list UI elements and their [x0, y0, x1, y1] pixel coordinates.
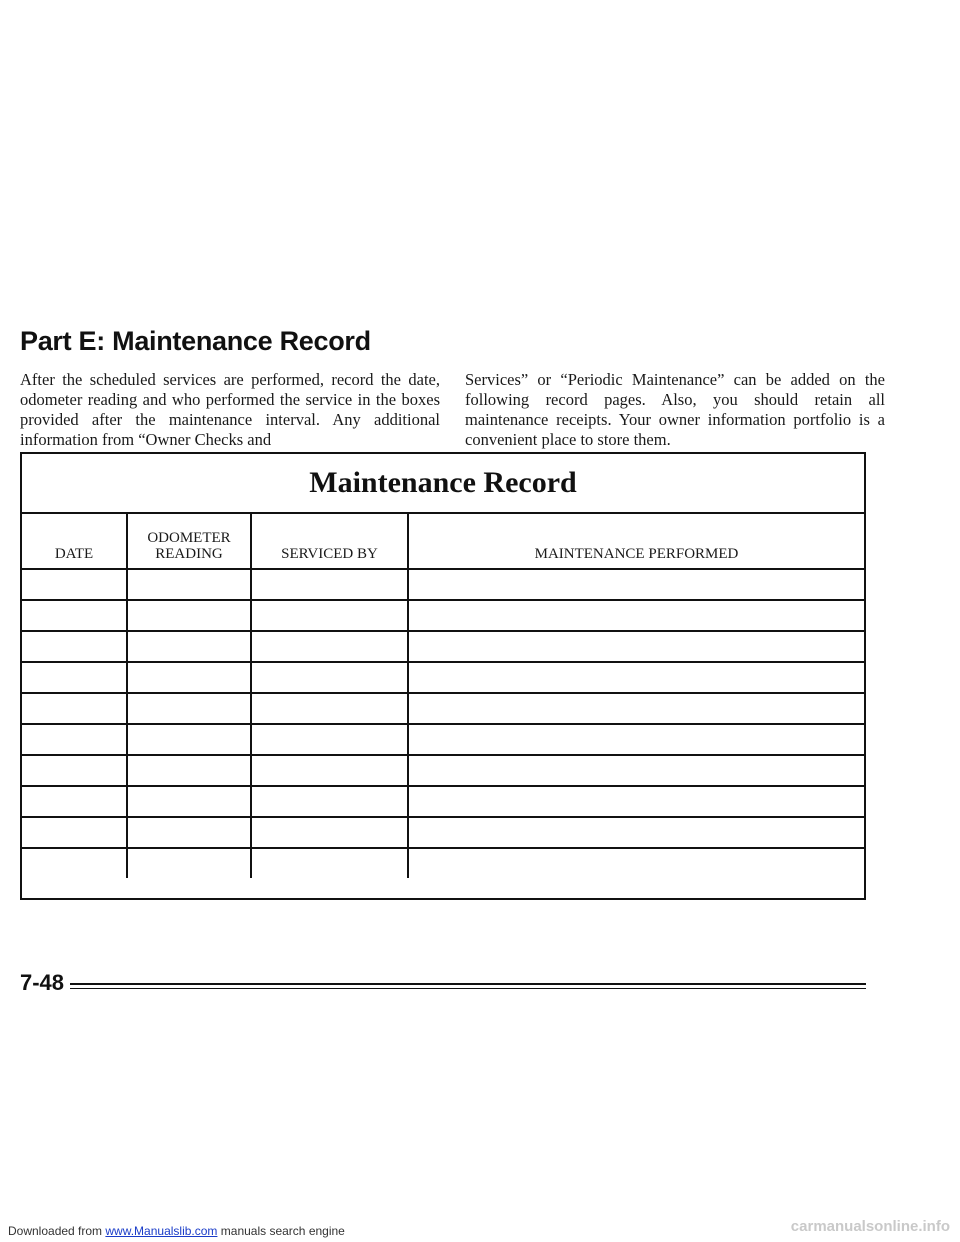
record-row	[22, 662, 864, 693]
odometer-cell[interactable]	[127, 693, 251, 724]
date-cell[interactable]	[22, 848, 127, 878]
serviced-by-cell[interactable]	[251, 755, 408, 786]
maintenance-performed-cell[interactable]	[408, 662, 864, 693]
maintenance-performed-cell[interactable]	[408, 693, 864, 724]
download-watermark	[8, 1224, 345, 1238]
page-number: 7-48	[20, 970, 65, 995]
record-row	[22, 786, 864, 817]
watermark-suffix: manuals search engine	[217, 1224, 345, 1238]
date-cell[interactable]	[22, 631, 127, 662]
record-row	[22, 755, 864, 786]
odometer-cell[interactable]	[127, 600, 251, 631]
record-table	[22, 514, 864, 878]
odometer-cell[interactable]	[127, 631, 251, 662]
serviced-by-cell[interactable]	[251, 662, 408, 693]
maintenance-performed-cell[interactable]	[408, 848, 864, 878]
maintenance-performed-cell[interactable]	[408, 569, 864, 600]
column-header-date: DATE	[22, 514, 127, 569]
serviced-by-cell[interactable]	[251, 817, 408, 848]
date-cell[interactable]	[22, 569, 127, 600]
odometer-cell[interactable]	[127, 662, 251, 693]
date-cell[interactable]	[22, 786, 127, 817]
date-cell[interactable]	[22, 817, 127, 848]
odometer-cell[interactable]	[127, 569, 251, 600]
odometer-cell[interactable]	[127, 724, 251, 755]
footer-rule	[70, 983, 866, 989]
record-row	[22, 569, 864, 600]
page-heading: Part E: Maintenance Record	[20, 326, 371, 356]
maintenance-performed-cell[interactable]	[408, 631, 864, 662]
watermark-prefix: Downloaded from	[8, 1224, 106, 1238]
serviced-by-cell[interactable]	[251, 848, 408, 878]
intro-paragraph-left: After the scheduled services are performed, record the date, odometer reading and who performed the service in the boxes provided after the maintenance interval. Any additional information from “Owner Checks and	[20, 370, 440, 449]
intro-paragraph-right: Services” or “Periodic Maintenance” can be added on the following record pages. Also, you should retain all maintenance receipts. Your owner information portfolio is a convenient place to store them.	[465, 370, 885, 449]
record-row	[22, 817, 864, 848]
record-header-row	[22, 514, 864, 569]
serviced-by-cell[interactable]	[251, 631, 408, 662]
odometer-cell[interactable]	[127, 848, 251, 878]
maintenance-performed-cell[interactable]	[408, 786, 864, 817]
column-header-serviced-by: SERVICED BY	[251, 514, 408, 569]
serviced-by-cell[interactable]	[251, 569, 408, 600]
serviced-by-cell[interactable]	[251, 693, 408, 724]
record-row	[22, 724, 864, 755]
date-cell[interactable]	[22, 724, 127, 755]
serviced-by-cell[interactable]	[251, 600, 408, 631]
column-header-odometer: ODOMETER READING	[127, 514, 251, 569]
odometer-cell[interactable]	[127, 817, 251, 848]
maintenance-performed-cell[interactable]	[408, 600, 864, 631]
page-footer	[20, 960, 866, 994]
date-cell[interactable]	[22, 693, 127, 724]
maintenance-performed-cell[interactable]	[408, 724, 864, 755]
record-rows	[22, 569, 864, 878]
odometer-cell[interactable]	[127, 755, 251, 786]
serviced-by-cell[interactable]	[251, 786, 408, 817]
record-row	[22, 693, 864, 724]
site-watermark: carmanualsonline.info	[790, 1218, 950, 1235]
column-header-maintenance-performed: MAINTENANCE PERFORMED	[408, 514, 864, 569]
date-cell[interactable]	[22, 662, 127, 693]
serviced-by-cell[interactable]	[251, 724, 408, 755]
maintenance-record-form	[20, 452, 866, 900]
maintenance-performed-cell[interactable]	[408, 755, 864, 786]
record-row	[22, 848, 864, 878]
maintenance-performed-cell[interactable]	[408, 817, 864, 848]
odometer-cell[interactable]	[127, 786, 251, 817]
date-cell[interactable]	[22, 755, 127, 786]
record-row	[22, 600, 864, 631]
record-title: Maintenance Record	[22, 454, 864, 514]
record-row	[22, 631, 864, 662]
manualslib-link[interactable]: www.Manualslib.com	[105, 1224, 218, 1238]
date-cell[interactable]	[22, 600, 127, 631]
